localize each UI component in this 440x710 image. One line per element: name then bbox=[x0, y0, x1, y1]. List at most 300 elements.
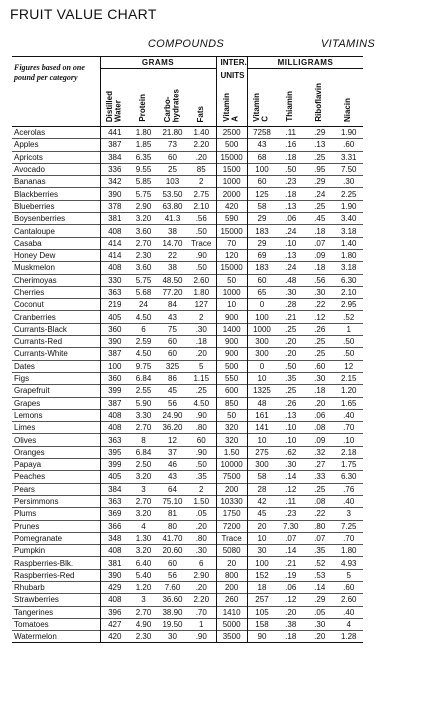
table-row bbox=[12, 348, 363, 360]
value-cell: 42 bbox=[247, 495, 276, 507]
value-cell: 29 bbox=[247, 213, 276, 225]
value-cell: 6.84 bbox=[129, 446, 158, 458]
value-cell: .52 bbox=[334, 311, 363, 323]
value-cell: .12 bbox=[276, 483, 305, 495]
value-cell: .50 bbox=[187, 459, 216, 471]
value-cell: 73 bbox=[158, 139, 187, 151]
table-row bbox=[12, 483, 363, 495]
table-row bbox=[12, 336, 363, 348]
fruit-name-cell: Oranges bbox=[12, 446, 100, 458]
value-cell: 2.20 bbox=[187, 594, 216, 606]
value-cell: 3.60 bbox=[129, 262, 158, 274]
value-cell: 2.70 bbox=[129, 422, 158, 434]
value-cell: .80 bbox=[187, 532, 216, 544]
value-cell: 28 bbox=[247, 483, 276, 495]
value-cell: 86 bbox=[158, 372, 187, 384]
value-cell: 420 bbox=[100, 631, 129, 643]
fruit-name-cell: Boysenberries bbox=[12, 213, 100, 225]
value-cell: .10 bbox=[276, 237, 305, 249]
value-cell: .28 bbox=[276, 299, 305, 311]
value-cell: .10 bbox=[334, 434, 363, 446]
value-cell: 1 bbox=[334, 323, 363, 335]
value-cell: .13 bbox=[276, 249, 305, 261]
value-cell: .27 bbox=[305, 459, 334, 471]
value-cell: 2.90 bbox=[187, 569, 216, 581]
value-cell: .60 bbox=[334, 139, 363, 151]
value-cell: 363 bbox=[100, 286, 129, 298]
value-cell: 1750 bbox=[216, 508, 247, 520]
value-cell: 387 bbox=[100, 397, 129, 409]
value-cell: .13 bbox=[276, 200, 305, 212]
value-cell: 2 bbox=[187, 483, 216, 495]
value-cell: 4.50 bbox=[187, 397, 216, 409]
value-cell: 1 bbox=[187, 618, 216, 630]
fruit-name-cell: Pomegranate bbox=[12, 532, 100, 544]
value-cell: .25 bbox=[305, 348, 334, 360]
value-cell: 427 bbox=[100, 618, 129, 630]
value-cell: 2500 bbox=[216, 127, 247, 139]
value-cell: 5.75 bbox=[129, 188, 158, 200]
table-row bbox=[12, 434, 363, 446]
fruit-name-cell: Blackberries bbox=[12, 188, 100, 200]
value-cell: 2.30 bbox=[129, 249, 158, 261]
value-cell: .20 bbox=[305, 397, 334, 409]
value-cell: 105 bbox=[247, 606, 276, 618]
value-cell: 80 bbox=[158, 520, 187, 532]
fruit-name-cell: Grapefruit bbox=[12, 385, 100, 397]
value-cell: 1.80 bbox=[129, 127, 158, 139]
table-row bbox=[12, 323, 363, 335]
value-cell: .30 bbox=[276, 459, 305, 471]
value-cell: 1.15 bbox=[187, 372, 216, 384]
value-cell: 60 bbox=[247, 274, 276, 286]
value-cell: .21 bbox=[276, 311, 305, 323]
value-cell: 64 bbox=[158, 483, 187, 495]
value-cell: 342 bbox=[100, 176, 129, 188]
table-row bbox=[12, 606, 363, 618]
value-cell: 1000 bbox=[247, 323, 276, 335]
value-cell: .25 bbox=[305, 151, 334, 163]
value-cell: 550 bbox=[216, 372, 247, 384]
value-cell: 45 bbox=[247, 508, 276, 520]
fruit-name-cell: Olives bbox=[12, 434, 100, 446]
fruit-name-cell: Cherries bbox=[12, 286, 100, 298]
value-cell: .50 bbox=[187, 225, 216, 237]
fruit-name-cell: Raspberries-Blk. bbox=[12, 557, 100, 569]
value-cell: 390 bbox=[100, 336, 129, 348]
value-cell: .07 bbox=[305, 237, 334, 249]
value-cell: 408 bbox=[100, 594, 129, 606]
value-cell: .18 bbox=[276, 631, 305, 643]
fruit-name-cell: Acerolas bbox=[12, 127, 100, 139]
table-row bbox=[12, 372, 363, 384]
value-cell: 6 bbox=[187, 557, 216, 569]
value-cell: 36.60 bbox=[158, 594, 187, 606]
value-cell: 219 bbox=[100, 299, 129, 311]
value-cell: .35 bbox=[305, 545, 334, 557]
value-cell: 2.25 bbox=[334, 188, 363, 200]
value-cell: 3.20 bbox=[129, 508, 158, 520]
value-cell: 6.84 bbox=[129, 372, 158, 384]
value-cell: .10 bbox=[276, 434, 305, 446]
value-cell: 2.70 bbox=[129, 495, 158, 507]
value-cell: 90 bbox=[247, 631, 276, 643]
value-cell: .33 bbox=[305, 471, 334, 483]
table-row bbox=[12, 532, 363, 544]
value-cell: 1.80 bbox=[334, 545, 363, 557]
value-cell: 850 bbox=[216, 397, 247, 409]
value-cell: 275 bbox=[247, 446, 276, 458]
value-cell: 1.75 bbox=[334, 459, 363, 471]
value-cell: 5 bbox=[187, 360, 216, 372]
value-cell: .56 bbox=[187, 213, 216, 225]
value-cell: 399 bbox=[100, 459, 129, 471]
value-cell: 408 bbox=[100, 545, 129, 557]
value-cell: 381 bbox=[100, 213, 129, 225]
value-cell: .22 bbox=[305, 508, 334, 520]
value-cell: 18 bbox=[247, 581, 276, 593]
value-cell: .25 bbox=[305, 200, 334, 212]
value-cell: .80 bbox=[187, 422, 216, 434]
table-row bbox=[12, 299, 363, 311]
value-cell: 20 bbox=[216, 557, 247, 569]
value-cell: .52 bbox=[305, 557, 334, 569]
fruit-value-table bbox=[12, 56, 363, 643]
value-cell: 1.90 bbox=[334, 200, 363, 212]
table-row bbox=[12, 249, 363, 261]
value-cell: .50 bbox=[187, 262, 216, 274]
value-cell: 81 bbox=[158, 508, 187, 520]
value-cell: 395 bbox=[100, 446, 129, 458]
value-cell: 2.60 bbox=[187, 274, 216, 286]
value-cell: 10 bbox=[247, 434, 276, 446]
fruit-name-cell: Pears bbox=[12, 483, 100, 495]
value-cell: .20 bbox=[187, 151, 216, 163]
value-cell: .13 bbox=[305, 139, 334, 151]
value-cell: 3.40 bbox=[334, 213, 363, 225]
fruit-name-cell: Currants-Black bbox=[12, 323, 100, 335]
column-header: Thiamin bbox=[285, 91, 295, 122]
value-cell: 2.18 bbox=[334, 446, 363, 458]
value-cell: .45 bbox=[305, 213, 334, 225]
table-row bbox=[12, 618, 363, 630]
value-cell: 8 bbox=[129, 434, 158, 446]
value-cell: 100 bbox=[100, 360, 129, 372]
column-header: Riboflavin bbox=[314, 83, 324, 122]
table-row bbox=[12, 459, 363, 471]
value-cell: 161 bbox=[247, 409, 276, 421]
value-cell: 3 bbox=[334, 508, 363, 520]
value-cell: 24.90 bbox=[158, 409, 187, 421]
value-cell: 6.30 bbox=[334, 274, 363, 286]
value-cell: 10 bbox=[247, 372, 276, 384]
column-header: Vitamin A bbox=[216, 85, 247, 127]
value-cell: 300 bbox=[247, 459, 276, 471]
value-cell: 10 bbox=[216, 299, 247, 311]
value-cell: 4.93 bbox=[334, 557, 363, 569]
value-cell: 7500 bbox=[216, 471, 247, 483]
column-header: Vitamin C bbox=[247, 69, 276, 127]
value-cell: 85 bbox=[187, 163, 216, 175]
value-cell: 10000 bbox=[216, 459, 247, 471]
value-cell: 2.75 bbox=[187, 188, 216, 200]
value-cell: 1.50 bbox=[187, 495, 216, 507]
value-cell: 360 bbox=[100, 323, 129, 335]
fruit-name-cell: Strawberries bbox=[12, 594, 100, 606]
value-cell: 2000 bbox=[216, 188, 247, 200]
fruit-name-cell: Cantaloupe bbox=[12, 225, 100, 237]
value-cell: .14 bbox=[305, 581, 334, 593]
value-cell: 320 bbox=[216, 434, 247, 446]
value-cell: 1400 bbox=[216, 323, 247, 335]
value-cell: .30 bbox=[305, 618, 334, 630]
fruit-name-cell: Rhubarb bbox=[12, 581, 100, 593]
value-cell: 50 bbox=[216, 274, 247, 286]
value-cell: .50 bbox=[334, 336, 363, 348]
value-cell: 384 bbox=[100, 483, 129, 495]
value-cell: 429 bbox=[100, 581, 129, 593]
value-cell: .18 bbox=[305, 225, 334, 237]
table-row bbox=[12, 397, 363, 409]
vitamins-group-label: VITAMINS bbox=[320, 38, 376, 50]
value-cell: 3.20 bbox=[129, 213, 158, 225]
value-cell: .11 bbox=[276, 495, 305, 507]
value-cell: 43 bbox=[158, 471, 187, 483]
value-cell: 2.70 bbox=[129, 237, 158, 249]
value-cell: .20 bbox=[187, 348, 216, 360]
fruit-name-cell: Casaba bbox=[12, 237, 100, 249]
value-cell: 25 bbox=[158, 163, 187, 175]
value-cell: .21 bbox=[276, 557, 305, 569]
value-cell: 75 bbox=[158, 323, 187, 335]
value-cell: .16 bbox=[276, 139, 305, 151]
value-cell: 0 bbox=[247, 299, 276, 311]
value-cell: .05 bbox=[187, 508, 216, 520]
value-cell: 396 bbox=[100, 606, 129, 618]
value-cell: .76 bbox=[334, 483, 363, 495]
value-cell: 1.65 bbox=[334, 397, 363, 409]
fruit-name-cell: Peaches bbox=[12, 471, 100, 483]
value-cell: 420 bbox=[216, 200, 247, 212]
value-cell: 56 bbox=[158, 397, 187, 409]
value-cell: 1325 bbox=[247, 385, 276, 397]
value-cell: 120 bbox=[216, 249, 247, 261]
value-cell: 405 bbox=[100, 471, 129, 483]
value-cell: 60 bbox=[187, 434, 216, 446]
value-cell: 5.90 bbox=[129, 397, 158, 409]
value-cell: 4.50 bbox=[129, 311, 158, 323]
value-cell: 2.15 bbox=[334, 372, 363, 384]
fruit-name-cell: Coconut bbox=[12, 299, 100, 311]
value-cell: 3.20 bbox=[129, 471, 158, 483]
value-cell: 69 bbox=[247, 249, 276, 261]
value-cell: .14 bbox=[276, 471, 305, 483]
table-row bbox=[12, 139, 363, 151]
value-cell: .05 bbox=[305, 606, 334, 618]
value-cell: 1.30 bbox=[129, 532, 158, 544]
column-header: Distilled Water bbox=[100, 69, 129, 127]
value-cell: 43 bbox=[158, 311, 187, 323]
fruit-name-cell: Cherimoyas bbox=[12, 274, 100, 286]
table-row bbox=[12, 311, 363, 323]
value-cell: 30 bbox=[247, 545, 276, 557]
value-cell: 10 bbox=[247, 532, 276, 544]
value-cell: .32 bbox=[305, 446, 334, 458]
value-cell: 75.10 bbox=[158, 495, 187, 507]
fruit-name-cell: Watermelon bbox=[12, 631, 100, 643]
value-cell: .40 bbox=[334, 409, 363, 421]
value-cell: .14 bbox=[276, 545, 305, 557]
table-row bbox=[12, 188, 363, 200]
value-cell: 500 bbox=[216, 360, 247, 372]
value-cell: 100 bbox=[247, 163, 276, 175]
value-cell: .19 bbox=[276, 569, 305, 581]
fruit-name-cell: Currants-Red bbox=[12, 336, 100, 348]
table-row bbox=[12, 557, 363, 569]
fruit-name-cell: Tangerines bbox=[12, 606, 100, 618]
value-cell: 9.75 bbox=[129, 360, 158, 372]
value-cell: .24 bbox=[276, 262, 305, 274]
fruit-name-cell: Apples bbox=[12, 139, 100, 151]
value-cell: 9.55 bbox=[129, 163, 158, 175]
value-cell: 7200 bbox=[216, 520, 247, 532]
milligrams-subheader: MILLIGRAMS bbox=[247, 57, 363, 69]
value-cell: .29 bbox=[305, 127, 334, 139]
value-cell: 3.30 bbox=[129, 409, 158, 421]
value-cell: 100 bbox=[247, 557, 276, 569]
value-cell: .18 bbox=[187, 336, 216, 348]
value-cell: 46 bbox=[158, 459, 187, 471]
value-cell: 900 bbox=[216, 311, 247, 323]
fruit-name-cell: Grapes bbox=[12, 397, 100, 409]
value-cell: 363 bbox=[100, 495, 129, 507]
value-cell: 125 bbox=[247, 188, 276, 200]
value-cell: 2.95 bbox=[334, 299, 363, 311]
value-cell: .13 bbox=[276, 409, 305, 421]
value-cell: 2.59 bbox=[129, 336, 158, 348]
value-cell: 408 bbox=[100, 422, 129, 434]
value-cell: .09 bbox=[305, 249, 334, 261]
value-cell: .60 bbox=[334, 581, 363, 593]
value-cell: 7.25 bbox=[334, 520, 363, 532]
value-cell: 441 bbox=[100, 127, 129, 139]
value-cell: 7.60 bbox=[158, 581, 187, 593]
value-cell: 405 bbox=[100, 311, 129, 323]
value-cell: 60 bbox=[247, 176, 276, 188]
value-cell: 41.70 bbox=[158, 532, 187, 544]
value-cell: 5.85 bbox=[129, 176, 158, 188]
table-row bbox=[12, 176, 363, 188]
value-cell: .08 bbox=[305, 422, 334, 434]
value-cell: 103 bbox=[158, 176, 187, 188]
value-cell: 3.18 bbox=[334, 262, 363, 274]
value-cell: .29 bbox=[305, 176, 334, 188]
value-cell: 20 bbox=[247, 520, 276, 532]
value-cell: 15000 bbox=[216, 225, 247, 237]
column-header: Protein bbox=[138, 94, 148, 122]
value-cell: .25 bbox=[305, 483, 334, 495]
table-row bbox=[12, 446, 363, 458]
value-cell: 183 bbox=[247, 225, 276, 237]
value-cell: 60 bbox=[158, 557, 187, 569]
value-cell: 320 bbox=[216, 422, 247, 434]
column-header: Carbo- hydrates bbox=[163, 88, 181, 122]
value-cell: 14.70 bbox=[158, 237, 187, 249]
value-cell: 363 bbox=[100, 434, 129, 446]
table-row bbox=[12, 495, 363, 507]
table-row bbox=[12, 127, 363, 139]
value-cell: 84 bbox=[158, 299, 187, 311]
value-cell: 3.18 bbox=[334, 225, 363, 237]
value-cell: .25 bbox=[187, 385, 216, 397]
value-cell: .62 bbox=[276, 446, 305, 458]
units-subheader: UNITS bbox=[216, 69, 247, 85]
value-cell: .56 bbox=[305, 274, 334, 286]
value-cell: 5.75 bbox=[129, 274, 158, 286]
value-cell: .18 bbox=[305, 385, 334, 397]
value-cell: .70 bbox=[334, 532, 363, 544]
value-cell: .90 bbox=[187, 249, 216, 261]
value-cell: 387 bbox=[100, 348, 129, 360]
value-cell: .95 bbox=[305, 163, 334, 175]
value-cell: 3500 bbox=[216, 631, 247, 643]
value-cell: 4.90 bbox=[129, 618, 158, 630]
value-cell: 2.55 bbox=[129, 385, 158, 397]
table-row bbox=[12, 360, 363, 372]
value-cell: 1410 bbox=[216, 606, 247, 618]
value-cell: 2.60 bbox=[334, 594, 363, 606]
value-cell: 900 bbox=[216, 348, 247, 360]
value-cell: 68 bbox=[247, 151, 276, 163]
value-cell: .35 bbox=[276, 372, 305, 384]
table-body bbox=[12, 127, 363, 643]
value-cell: 2.10 bbox=[187, 200, 216, 212]
table-row bbox=[12, 385, 363, 397]
page-title: FRUIT VALUE CHART bbox=[10, 6, 157, 22]
value-cell: 38 bbox=[158, 225, 187, 237]
value-cell: 1.85 bbox=[129, 139, 158, 151]
value-cell: 390 bbox=[100, 188, 129, 200]
value-cell: 366 bbox=[100, 520, 129, 532]
value-cell: 141 bbox=[247, 422, 276, 434]
fruit-name-cell: Apricots bbox=[12, 151, 100, 163]
value-cell: 800 bbox=[216, 569, 247, 581]
value-cell: 1.80 bbox=[187, 286, 216, 298]
table-row bbox=[12, 286, 363, 298]
value-cell: 6.35 bbox=[129, 151, 158, 163]
value-cell: .11 bbox=[276, 127, 305, 139]
value-cell: 15000 bbox=[216, 262, 247, 274]
value-cell: 408 bbox=[100, 262, 129, 274]
value-cell: 53.50 bbox=[158, 188, 187, 200]
value-cell: .30 bbox=[187, 545, 216, 557]
value-cell: .23 bbox=[276, 176, 305, 188]
value-cell: 336 bbox=[100, 163, 129, 175]
value-cell: .20 bbox=[276, 606, 305, 618]
value-cell: 1000 bbox=[216, 176, 247, 188]
column-header: Niacin bbox=[343, 97, 353, 122]
value-cell: 414 bbox=[100, 237, 129, 249]
value-cell: 4 bbox=[129, 520, 158, 532]
table-row bbox=[12, 200, 363, 212]
value-cell: .30 bbox=[305, 372, 334, 384]
value-cell: .08 bbox=[305, 495, 334, 507]
value-cell: 12 bbox=[334, 360, 363, 372]
value-cell: .90 bbox=[187, 446, 216, 458]
table-row bbox=[12, 274, 363, 286]
value-cell: 360 bbox=[100, 372, 129, 384]
value-cell: 7.50 bbox=[334, 163, 363, 175]
